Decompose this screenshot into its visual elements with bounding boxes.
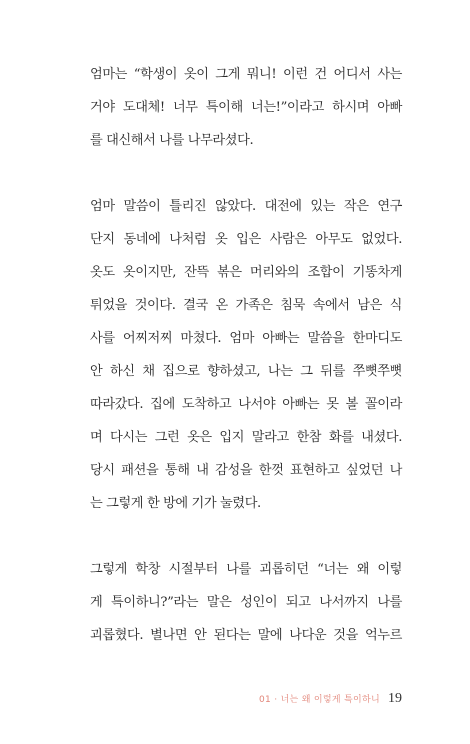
text-line: 단지 동네에 나처럼 옷 입은 사람은 아무도 없었다.: [90, 232, 402, 247]
running-head: 01 · 너는 왜 이렇게 특이하니: [259, 695, 380, 705]
paragraph-spacer: [90, 520, 402, 553]
text-line: 거야 도대체! 너무 특이해 너는!”이라고 하시며 아빠: [90, 100, 402, 115]
text-line: 따라갔다. 집에 도착하고 나서야 아빠는 못 볼 꼴이라: [90, 397, 402, 412]
text-line: 를 대신해서 나를 나무라셨다.: [90, 133, 254, 148]
text-line: 사를 어찌저찌 마쳤다. 엄마 아빠는 말씀을 한마디도: [90, 331, 402, 346]
paragraph: [90, 190, 402, 520]
text-line: 옷도 옷이지만, 잔뜩 볶은 머리와의 조합이 기똥차게: [90, 265, 402, 280]
page-footer: [259, 691, 402, 707]
page-number: 19: [388, 691, 402, 706]
text-line: 그렇게 학창 시절부터 나를 괴롭히던 “너는 왜 이렇: [90, 562, 402, 577]
text-line: 안 하신 채 집으로 향하셨고, 나는 그 뒤를 쭈뼛쭈뼛: [90, 364, 402, 379]
paragraph-spacer: [90, 157, 402, 190]
paragraph: [90, 553, 402, 652]
text-line: 는 그렇게 한 방에 기가 눌렸다.: [90, 496, 261, 511]
text-line: 당시 패션을 통해 내 감성을 한껏 표현하고 싶었던 나: [90, 463, 402, 478]
text-line: 엄마 말씀이 틀리진 않았다. 대전에 있는 작은 연구: [90, 199, 402, 214]
text-line: 게 특이하니?”라는 말은 성인이 되고 나서까지 나를: [90, 595, 402, 610]
text-line: 괴롭혔다. 별나면 안 된다는 말에 나다운 것을 억누르: [90, 628, 402, 643]
text-line: 튀었을 것이다. 결국 온 가족은 침묵 속에서 남은 식: [90, 298, 402, 313]
text-line: 엄마는 “학생이 옷이 그게 뭐니! 이런 건 어디서 사는: [90, 67, 402, 82]
paragraph: [90, 58, 402, 157]
text-line: 며 다시는 그런 옷은 입지 말라고 한참 화를 내셨다.: [90, 430, 402, 445]
body-text: [90, 58, 402, 652]
